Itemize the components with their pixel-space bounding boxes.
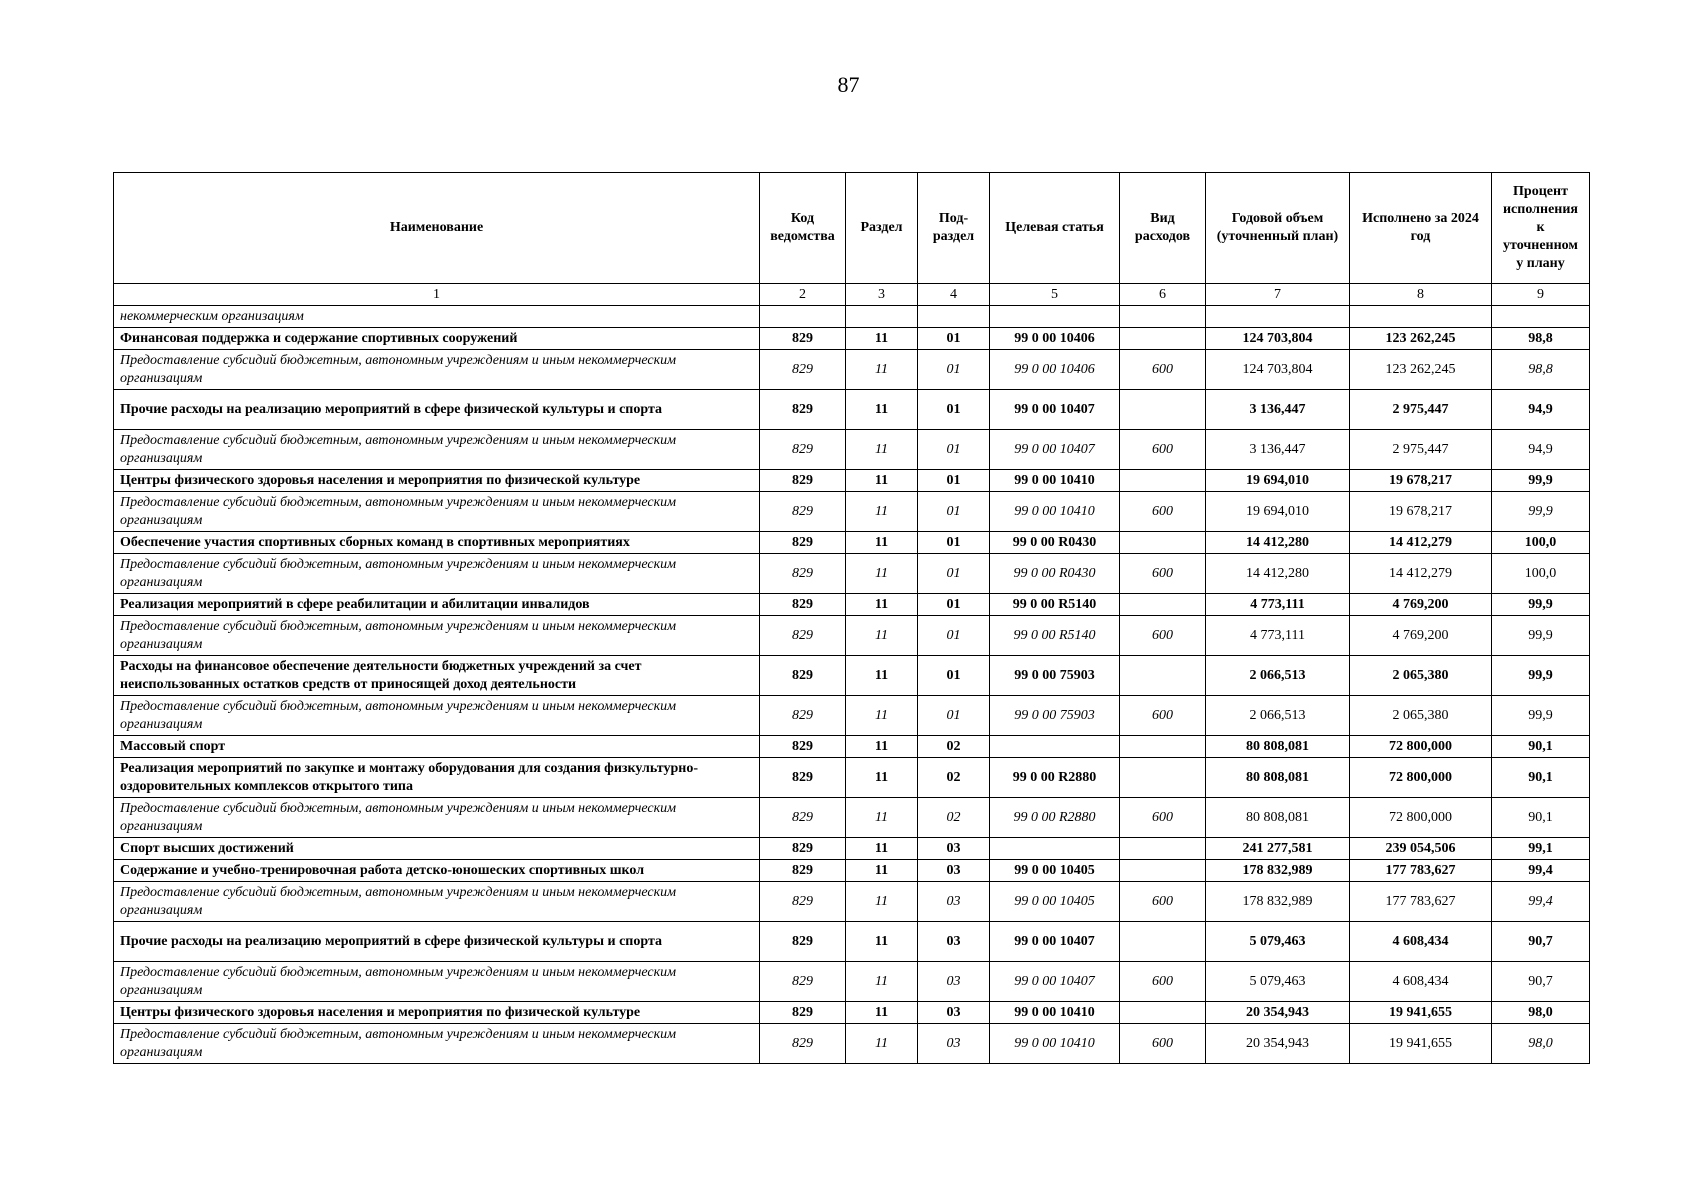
table-row [114,696,1590,736]
row-expense-type [1120,532,1206,554]
row-executed: 72 800,000 [1350,758,1492,798]
row-target-article: 99 0 00 75903 [990,696,1120,736]
row-executed: 123 262,245 [1350,328,1492,350]
row-expense-type: 600 [1120,350,1206,390]
row-section: 11 [846,594,918,616]
row-percent: 90,1 [1492,758,1590,798]
row-target-article: 99 0 00 R0430 [990,554,1120,594]
table-row [114,492,1590,532]
table-row [114,532,1590,554]
row-annual-plan: 124 703,804 [1206,350,1350,390]
row-annual-plan: 2 066,513 [1206,696,1350,736]
row-section: 11 [846,492,918,532]
column-number: 5 [990,284,1120,306]
table-body [114,306,1590,1064]
row-percent: 99,1 [1492,838,1590,860]
row-subsection: 03 [918,1002,990,1024]
row-dept-code: 829 [760,656,846,696]
row-annual-plan: 80 808,081 [1206,736,1350,758]
row-section: 11 [846,962,918,1002]
header-percent: Процент исполнения к уточненном у плану [1492,173,1590,284]
row-name: Предоставление субсидий бюджетным, автономным учреждениям и иным некоммерческим организациям [114,616,760,656]
row-percent: 98,8 [1492,350,1590,390]
row-expense-type: 600 [1120,616,1206,656]
row-dept-code: 829 [760,430,846,470]
table-row [114,470,1590,492]
row-annual-plan: 4 773,111 [1206,594,1350,616]
table-row [114,922,1590,962]
row-annual-plan: 3 136,447 [1206,390,1350,430]
row-executed: 177 783,627 [1350,882,1492,922]
row-dept-code: 829 [760,470,846,492]
row-percent: 100,0 [1492,554,1590,594]
row-subsection: 03 [918,1024,990,1064]
row-subsection: 01 [918,696,990,736]
header-annual-plan: Годовой объем (уточненный план) [1206,173,1350,284]
row-subsection: 01 [918,350,990,390]
table-row [114,1002,1590,1024]
row-name: Расходы на финансовое обеспечение деятельности бюджетных учреждений за счет неиспользованных остатков средств от приносящей доход деятельности [114,656,760,696]
row-executed: 177 783,627 [1350,860,1492,882]
row-expense-type: 600 [1120,882,1206,922]
row-subsection: 01 [918,430,990,470]
row-annual-plan: 2 066,513 [1206,656,1350,696]
row-dept-code: 829 [760,328,846,350]
row-percent: 99,9 [1492,594,1590,616]
row-executed: 19 678,217 [1350,470,1492,492]
row-percent: 99,4 [1492,882,1590,922]
row-subsection: 01 [918,616,990,656]
row-target-article: 99 0 00 10407 [990,390,1120,430]
column-number: 7 [1206,284,1350,306]
row-name: Предоставление субсидий бюджетным, автономным учреждениям и иным некоммерческим организациям [114,1024,760,1064]
row-percent: 98,8 [1492,328,1590,350]
row-percent: 99,9 [1492,470,1590,492]
row-name: Предоставление субсидий бюджетным, автономным учреждениям и иным некоммерческим организациям [114,962,760,1002]
row-annual-plan: 20 354,943 [1206,1002,1350,1024]
header-expense-type: Вид расходов [1120,173,1206,284]
row-annual-plan: 20 354,943 [1206,1024,1350,1064]
row-target-article: 99 0 00 75903 [990,656,1120,696]
table-row [114,554,1590,594]
row-subsection: 02 [918,758,990,798]
row-section [846,306,918,328]
row-expense-type: 600 [1120,1024,1206,1064]
row-subsection: 03 [918,860,990,882]
row-percent: 94,9 [1492,390,1590,430]
row-target-article: 99 0 00 R0430 [990,532,1120,554]
table-row [114,736,1590,758]
row-executed: 2 065,380 [1350,696,1492,736]
header-name: Наименование [114,173,760,284]
row-subsection: 03 [918,922,990,962]
column-number: 2 [760,284,846,306]
row-section: 11 [846,656,918,696]
row-target-article: 99 0 00 10407 [990,962,1120,1002]
row-target-article: 99 0 00 10410 [990,492,1120,532]
row-target-article [990,838,1120,860]
row-executed [1350,306,1492,328]
row-target-article: 99 0 00 10410 [990,1002,1120,1024]
row-subsection: 01 [918,492,990,532]
row-target-article: 99 0 00 10406 [990,350,1120,390]
row-executed: 72 800,000 [1350,798,1492,838]
row-percent: 98,0 [1492,1024,1590,1064]
row-annual-plan: 5 079,463 [1206,922,1350,962]
table-row [114,1024,1590,1064]
row-name: Предоставление субсидий бюджетным, автономным учреждениям и иным некоммерческим организациям [114,696,760,736]
row-name: Предоставление субсидий бюджетным, автономным учреждениям и иным некоммерческим организациям [114,350,760,390]
table-row [114,430,1590,470]
row-name: Финансовая поддержка и содержание спортивных сооружений [114,328,760,350]
row-percent: 98,0 [1492,1002,1590,1024]
table-row [114,390,1590,430]
table-row [114,306,1590,328]
row-name: Центры физического здоровья населения и мероприятия по физической культуре [114,470,760,492]
row-subsection: 03 [918,962,990,1002]
row-section: 11 [846,696,918,736]
row-percent: 100,0 [1492,532,1590,554]
row-annual-plan: 5 079,463 [1206,962,1350,1002]
row-executed: 14 412,279 [1350,554,1492,594]
row-executed: 4 608,434 [1350,962,1492,1002]
row-section: 11 [846,554,918,594]
table-row [114,616,1590,656]
row-annual-plan: 14 412,280 [1206,532,1350,554]
row-executed: 2 975,447 [1350,390,1492,430]
row-subsection: 01 [918,656,990,696]
row-expense-type [1120,594,1206,616]
row-percent [1492,306,1590,328]
row-section: 11 [846,1024,918,1064]
row-dept-code: 829 [760,1024,846,1064]
row-executed: 72 800,000 [1350,736,1492,758]
row-subsection: 02 [918,798,990,838]
row-dept-code: 829 [760,758,846,798]
row-percent: 90,7 [1492,962,1590,1002]
column-number: 9 [1492,284,1590,306]
row-dept-code: 829 [760,1002,846,1024]
row-dept-code: 829 [760,696,846,736]
row-percent: 90,1 [1492,736,1590,758]
row-section: 11 [846,616,918,656]
row-executed: 4 608,434 [1350,922,1492,962]
page-number: 87 [837,72,860,97]
header-dept-code: Код ведомства [760,173,846,284]
row-subsection: 03 [918,882,990,922]
row-dept-code: 829 [760,492,846,532]
row-subsection: 03 [918,838,990,860]
row-name: Реализация мероприятий по закупке и монтажу оборудования для создания физкультурно-оздоровительных комплексов открытого типа [114,758,760,798]
row-annual-plan: 19 694,010 [1206,492,1350,532]
row-section: 11 [846,390,918,430]
row-dept-code: 829 [760,860,846,882]
row-name: Предоставление субсидий бюджетным, автономным учреждениям и иным некоммерческим организациям [114,798,760,838]
column-number: 4 [918,284,990,306]
row-annual-plan: 241 277,581 [1206,838,1350,860]
row-section: 11 [846,922,918,962]
row-annual-plan: 19 694,010 [1206,470,1350,492]
row-dept-code: 829 [760,616,846,656]
row-section: 11 [846,798,918,838]
column-number: 6 [1120,284,1206,306]
budget-table [113,172,1590,1064]
row-name: некоммерческим организациям [114,306,760,328]
row-annual-plan: 178 832,989 [1206,882,1350,922]
row-section: 11 [846,758,918,798]
row-subsection: 02 [918,736,990,758]
row-expense-type: 600 [1120,798,1206,838]
row-target-article: 99 0 00 R5140 [990,616,1120,656]
table-row [114,962,1590,1002]
row-dept-code: 829 [760,922,846,962]
row-subsection [918,306,990,328]
row-section: 11 [846,532,918,554]
row-dept-code: 829 [760,594,846,616]
row-name: Массовый спорт [114,736,760,758]
row-dept-code: 829 [760,838,846,860]
row-annual-plan: 124 703,804 [1206,328,1350,350]
column-number: 8 [1350,284,1492,306]
table-row [114,882,1590,922]
row-name: Прочие расходы на реализацию мероприятий в сфере физической культуры и спорта [114,922,760,962]
row-expense-type: 600 [1120,430,1206,470]
header-section: Раздел [846,173,918,284]
row-annual-plan [1206,306,1350,328]
row-subsection: 01 [918,470,990,492]
row-expense-type [1120,922,1206,962]
row-target-article [990,306,1120,328]
row-executed: 19 941,655 [1350,1024,1492,1064]
row-percent: 99,9 [1492,696,1590,736]
row-name: Предоставление субсидий бюджетным, автономным учреждениям и иным некоммерческим организациям [114,430,760,470]
table-row [114,328,1590,350]
header-executed: Исполнено за 2024 год [1350,173,1492,284]
row-percent: 99,9 [1492,616,1590,656]
row-executed: 19 941,655 [1350,1002,1492,1024]
row-dept-code: 829 [760,532,846,554]
header-target-article: Целевая статья [990,173,1120,284]
row-executed: 2 975,447 [1350,430,1492,470]
row-percent: 99,9 [1492,492,1590,532]
row-target-article: 99 0 00 10410 [990,1024,1120,1064]
row-expense-type [1120,470,1206,492]
row-dept-code: 829 [760,882,846,922]
row-annual-plan: 3 136,447 [1206,430,1350,470]
row-subsection: 01 [918,532,990,554]
row-executed: 4 769,200 [1350,616,1492,656]
row-target-article: 99 0 00 R2880 [990,798,1120,838]
row-annual-plan: 178 832,989 [1206,860,1350,882]
row-section: 11 [846,350,918,390]
row-percent: 99,9 [1492,656,1590,696]
row-executed: 19 678,217 [1350,492,1492,532]
row-subsection: 01 [918,594,990,616]
table-row [114,860,1590,882]
row-expense-type: 600 [1120,696,1206,736]
column-number: 1 [114,284,760,306]
row-section: 11 [846,736,918,758]
row-expense-type [1120,860,1206,882]
header-row [114,173,1590,284]
table-row [114,656,1590,696]
row-expense-type: 600 [1120,962,1206,1002]
row-name: Предоставление субсидий бюджетным, автономным учреждениям и иным некоммерческим организациям [114,554,760,594]
row-annual-plan: 80 808,081 [1206,798,1350,838]
row-executed: 2 065,380 [1350,656,1492,696]
table-row [114,350,1590,390]
row-expense-type: 600 [1120,492,1206,532]
row-target-article: 99 0 00 10405 [990,882,1120,922]
row-section: 11 [846,328,918,350]
row-name: Спорт высших достижений [114,838,760,860]
row-target-article: 99 0 00 10406 [990,328,1120,350]
row-target-article: 99 0 00 10407 [990,430,1120,470]
table-row [114,758,1590,798]
row-section: 11 [846,1002,918,1024]
row-percent: 90,1 [1492,798,1590,838]
row-name: Предоставление субсидий бюджетным, автономным учреждениям и иным некоммерческим организациям [114,882,760,922]
row-name: Прочие расходы на реализацию мероприятий в сфере физической культуры и спорта [114,390,760,430]
row-target-article: 99 0 00 10405 [990,860,1120,882]
table-row [114,594,1590,616]
row-name: Реализация мероприятий в сфере реабилитации и абилитации инвалидов [114,594,760,616]
row-dept-code: 829 [760,962,846,1002]
row-annual-plan: 14 412,280 [1206,554,1350,594]
row-percent: 90,7 [1492,922,1590,962]
row-subsection: 01 [918,328,990,350]
row-section: 11 [846,838,918,860]
row-target-article: 99 0 00 10407 [990,922,1120,962]
row-expense-type [1120,656,1206,696]
row-target-article: 99 0 00 R5140 [990,594,1120,616]
row-dept-code: 829 [760,390,846,430]
row-annual-plan: 80 808,081 [1206,758,1350,798]
table-row [114,798,1590,838]
row-subsection: 01 [918,390,990,430]
row-section: 11 [846,430,918,470]
row-section: 11 [846,470,918,492]
row-annual-plan: 4 773,111 [1206,616,1350,656]
row-executed: 4 769,200 [1350,594,1492,616]
row-expense-type [1120,306,1206,328]
row-dept-code: 829 [760,736,846,758]
row-dept-code: 829 [760,798,846,838]
row-name: Обеспечение участия спортивных сборных команд в спортивных мероприятиях [114,532,760,554]
column-number-row [114,284,1590,306]
row-expense-type [1120,736,1206,758]
row-name: Предоставление субсидий бюджетным, автономным учреждениям и иным некоммерческим организациям [114,492,760,532]
row-dept-code [760,306,846,328]
row-target-article [990,736,1120,758]
row-expense-type: 600 [1120,554,1206,594]
column-number: 3 [846,284,918,306]
row-dept-code: 829 [760,554,846,594]
row-expense-type [1120,758,1206,798]
row-target-article: 99 0 00 10410 [990,470,1120,492]
row-target-article: 99 0 00 R2880 [990,758,1120,798]
table-row [114,838,1590,860]
row-percent: 99,4 [1492,860,1590,882]
row-executed: 239 054,506 [1350,838,1492,860]
row-section: 11 [846,882,918,922]
row-expense-type [1120,328,1206,350]
row-expense-type [1120,1002,1206,1024]
row-name: Содержание и учебно-тренировочная работа детско-юношеских спортивных школ [114,860,760,882]
header-subsection: Под-раздел [918,173,990,284]
row-expense-type [1120,390,1206,430]
row-name: Центры физического здоровья населения и мероприятия по физической культуре [114,1002,760,1024]
row-executed: 123 262,245 [1350,350,1492,390]
row-subsection: 01 [918,554,990,594]
row-executed: 14 412,279 [1350,532,1492,554]
row-expense-type [1120,838,1206,860]
row-section: 11 [846,860,918,882]
row-percent: 94,9 [1492,430,1590,470]
row-dept-code: 829 [760,350,846,390]
